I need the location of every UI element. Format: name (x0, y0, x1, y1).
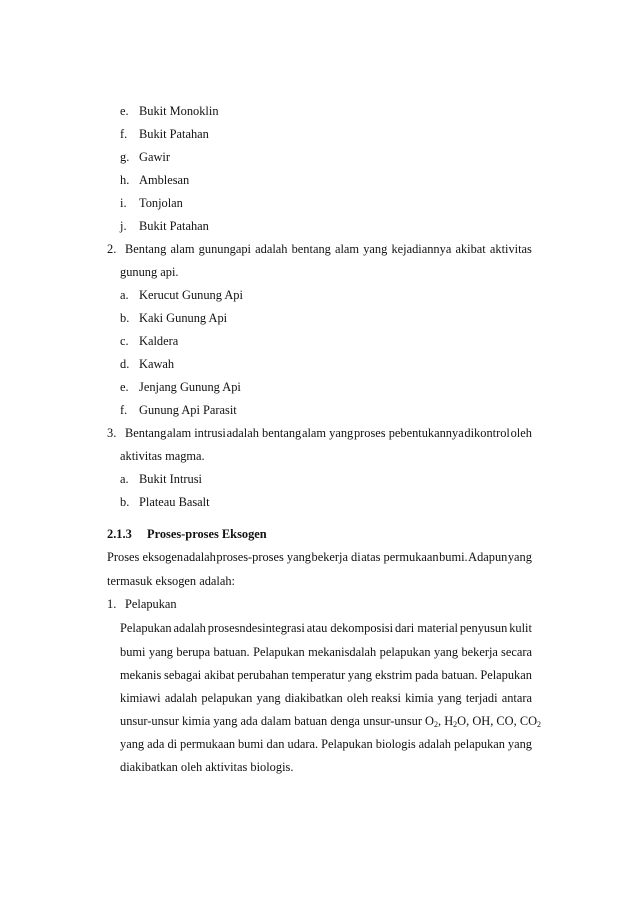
word: bekerja di (311, 550, 361, 564)
list-label: f. (120, 403, 128, 417)
list-item-f (120, 126, 209, 142)
word: Proses eksogen (107, 550, 184, 564)
justified-line (125, 425, 532, 441)
list-text: Bukit Monoklin (139, 104, 219, 118)
formula-line (120, 713, 541, 733)
list-label: e. (120, 104, 129, 118)
list-text: Kawah (139, 357, 175, 371)
list-item (120, 471, 202, 487)
justified-line (120, 667, 532, 683)
word: Bentang (125, 242, 167, 256)
subscript: 2 (434, 720, 439, 729)
list-label: h. (120, 173, 130, 187)
item-number: 2. (107, 242, 117, 256)
justified-line (120, 644, 532, 660)
list-text: Kaldera (139, 334, 179, 348)
list-text: Kerucut Gunung Api (139, 288, 243, 302)
word: Pelapukan (480, 668, 532, 682)
list-text: Bukit Intrusi (139, 472, 202, 486)
list-item (120, 310, 227, 326)
word: diakibatkan (284, 691, 343, 705)
word: yang ada di (120, 737, 178, 751)
list-label: g. (120, 150, 130, 164)
word: kimiawi (120, 691, 161, 705)
justified-line (120, 690, 532, 706)
word: mekanis (120, 668, 162, 682)
list-label: c. (120, 334, 129, 348)
list-item (120, 356, 174, 372)
word: mekanisdalah (308, 645, 377, 659)
word: yang (433, 645, 459, 659)
list-item-e (120, 103, 219, 119)
list-text: Plateau Basalt (139, 495, 210, 509)
word: Bentang (125, 426, 167, 440)
word: kimia (405, 691, 434, 705)
text-run: O, OH, CO, CO (457, 714, 538, 728)
word: adalah (183, 550, 216, 564)
item-title: Pelapukan (125, 597, 177, 611)
paragraph-line: termasuk eksogen adalah: (107, 574, 235, 588)
word: dikontrol (464, 426, 510, 440)
list-label: d. (120, 357, 130, 371)
word: akibat (455, 242, 486, 256)
word: adalah (164, 691, 198, 705)
word: alam (334, 242, 360, 256)
paragraph-line: diakibatkan oleh aktivitas biologis. (120, 760, 294, 774)
word: adalah (255, 242, 288, 256)
list-label: e. (120, 380, 129, 394)
list-label: b. (120, 495, 130, 509)
justified-line (120, 736, 532, 752)
word: temperatur (291, 668, 346, 682)
word: yang (507, 737, 532, 751)
word: pelapukan (201, 691, 253, 705)
word: kulit (509, 621, 532, 635)
justified-line (107, 549, 532, 565)
section-number: 2.1.3 (107, 527, 132, 541)
numbered-item-3 (107, 425, 532, 441)
list-label: j. (120, 219, 127, 233)
word: adalah bentang (226, 426, 302, 440)
section-title: Proses-proses Eksogen (147, 527, 267, 541)
word: yang (148, 645, 173, 659)
word: Adapun (468, 550, 508, 564)
word: atau dekomposisi (306, 621, 394, 635)
word: prosesndesintegrasi (207, 621, 305, 635)
justified-line (125, 241, 532, 257)
word: sebagai akibat (164, 668, 235, 682)
list-label: b. (120, 311, 130, 325)
word: proses pebentukannya (353, 426, 464, 440)
list-item-g (120, 149, 170, 165)
word: yang (363, 242, 388, 256)
word: yang (507, 550, 532, 564)
list-text: Tonjolan (139, 196, 183, 210)
list-item (120, 494, 210, 510)
continuation-line: aktivitas magma. (120, 449, 205, 463)
list-text: Jenjang Gunung Api (139, 380, 241, 394)
word: Pelapukan biologis (321, 737, 416, 751)
word: yang ekstrim (347, 668, 413, 682)
text-run: unsur-unsur kimia yang ada dalam batuan denga unsur-unsur O (120, 714, 435, 728)
word: yang (437, 691, 462, 705)
list-item-h (120, 172, 189, 188)
list-item (120, 379, 241, 395)
word: bekerja secara (461, 645, 532, 659)
word: bumi (120, 645, 146, 659)
word: terjadi (465, 691, 498, 705)
word: alam intrusi (167, 426, 226, 440)
word: gunungapi (198, 242, 251, 256)
list-label: f. (120, 127, 128, 141)
text-run: , H (438, 714, 454, 728)
list-label: a. (120, 288, 129, 302)
list-label: a. (120, 472, 129, 486)
section-heading (107, 526, 267, 542)
item-number: 1. (107, 597, 117, 611)
word: pelapukan (379, 645, 431, 659)
word: bentang (291, 242, 331, 256)
continuation-line: gunung api. (120, 265, 179, 279)
list-text: Kaki Gunung Api (139, 311, 228, 325)
word: batuan. (213, 645, 250, 659)
list-item-j (120, 218, 209, 234)
word: penyusun (459, 621, 508, 635)
numbered-item-1 (107, 596, 177, 612)
subscript: 2 (453, 720, 458, 729)
list-text: Gunung Api Parasit (139, 403, 237, 417)
list-label: i. (120, 196, 127, 210)
word: atas permukaan (361, 550, 439, 564)
list-text: Bukit Patahan (139, 127, 209, 141)
word: Pelapukan (120, 621, 172, 635)
word: dari material (394, 621, 458, 635)
list-item-i (120, 195, 183, 211)
list-item (120, 333, 178, 349)
list-text: Gawir (139, 150, 170, 164)
item-number: 3. (107, 426, 117, 440)
word: aktivitas (489, 242, 532, 256)
word: proses-proses yang (216, 550, 312, 564)
word: antara (501, 691, 532, 705)
word: adalah pelapukan (418, 737, 505, 751)
numbered-item-2 (107, 241, 532, 257)
list-text: Bukit Patahan (139, 219, 209, 233)
word: permukaan (180, 737, 236, 751)
word: oleh (510, 426, 532, 440)
word: adalah (173, 621, 206, 635)
word: alam yang (301, 426, 354, 440)
word: bumi dan udara. (237, 737, 319, 751)
list-item (120, 402, 237, 418)
list-text: Amblesan (139, 173, 190, 187)
word: Pelapukan (253, 645, 305, 659)
list-item (120, 287, 243, 303)
word: perubahan (237, 668, 289, 682)
word: pada batuan. (414, 668, 478, 682)
word: yang (256, 691, 281, 705)
word: kejadiannya (391, 242, 452, 256)
justified-line (120, 620, 532, 636)
word: bumi. (439, 550, 468, 564)
word: oleh reaksi (346, 691, 401, 705)
subscript: 2 (537, 720, 542, 729)
word: alam (170, 242, 195, 256)
word: berupa (176, 645, 211, 659)
